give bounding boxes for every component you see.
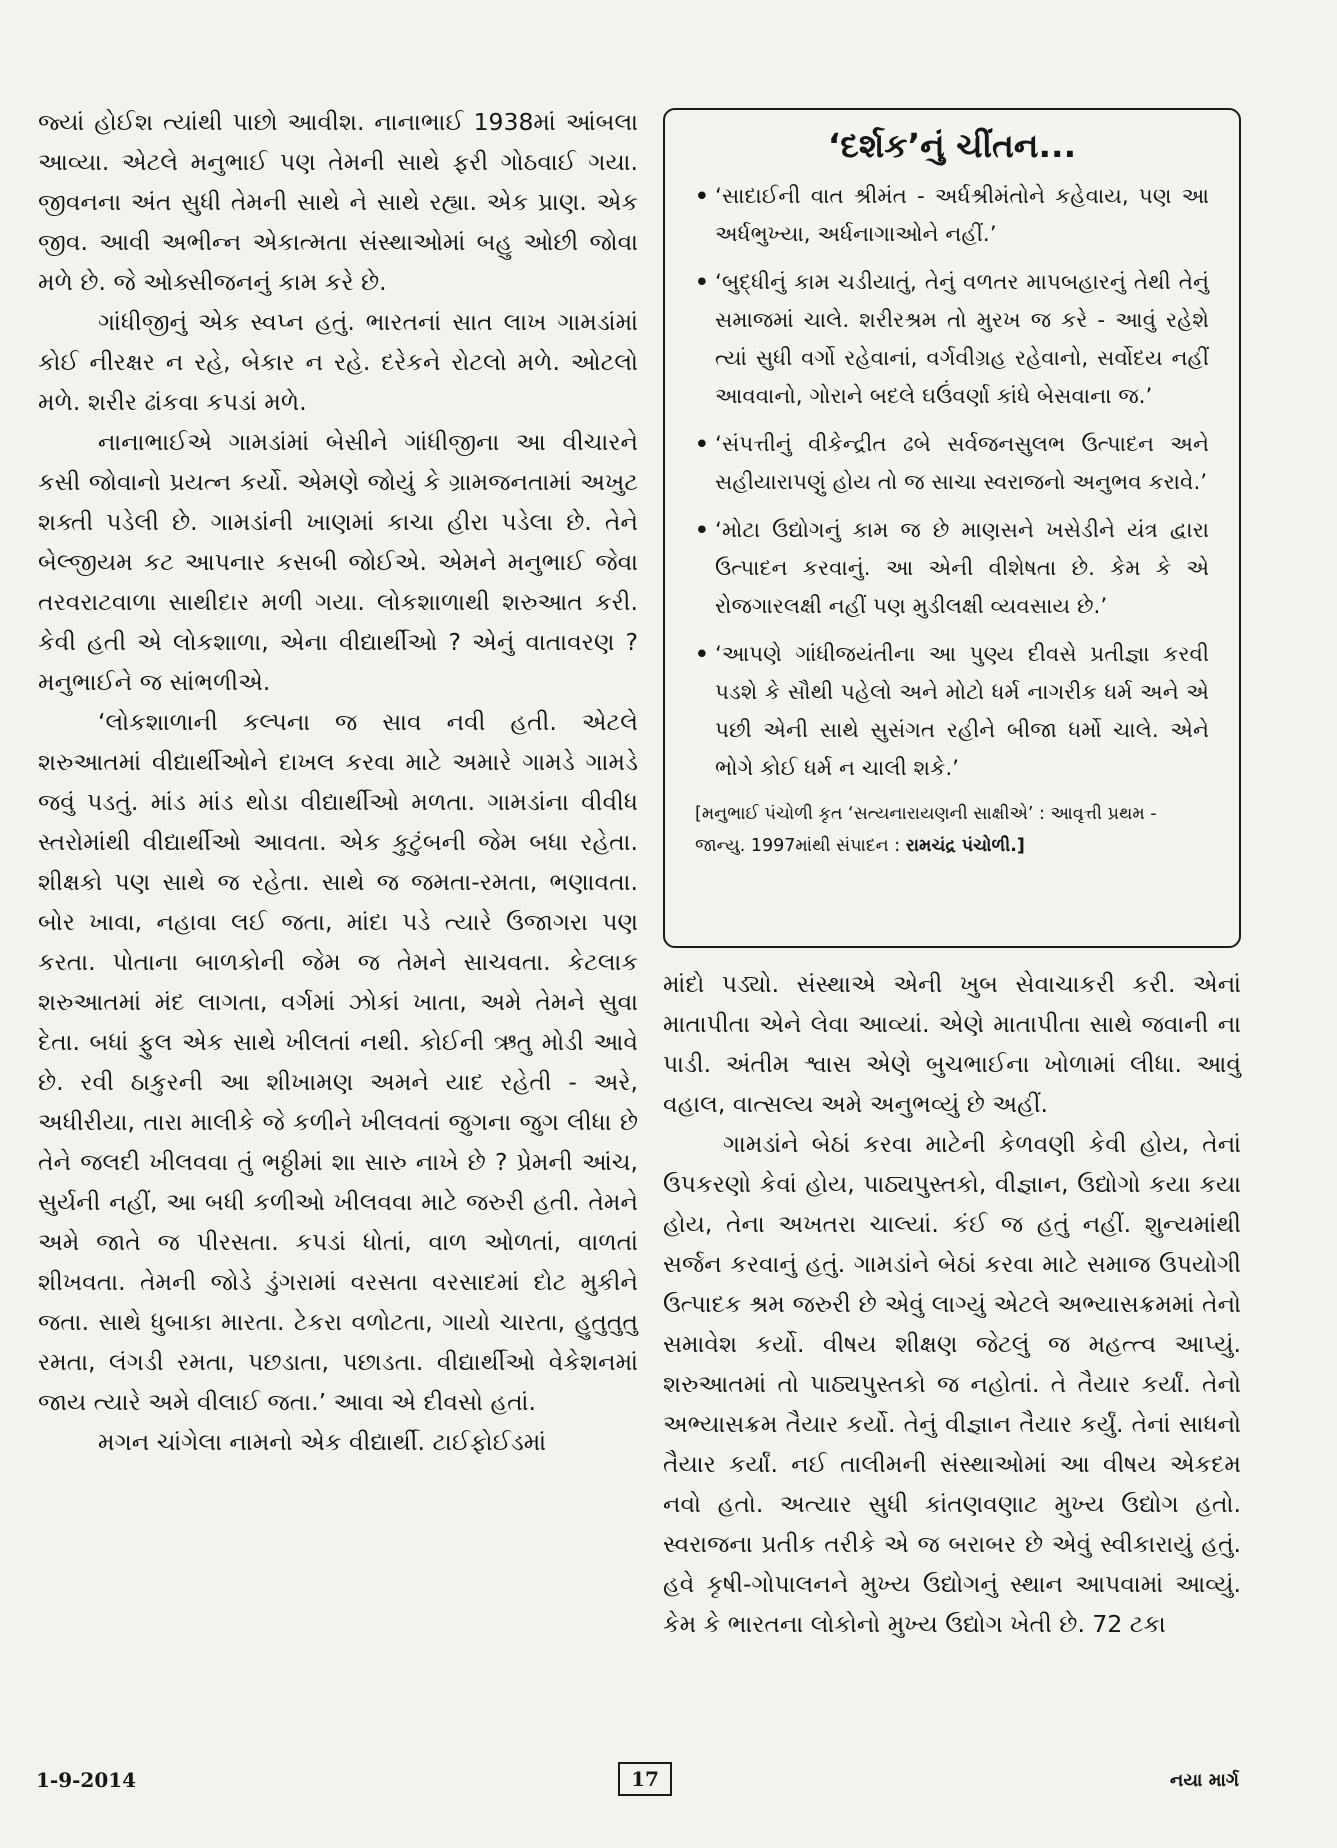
quote-item xyxy=(695,178,1209,254)
right-column xyxy=(663,964,1241,1644)
left-paragraph-3: નાનાભાઈએ ગામડાંમાં બેસીને ગાંધીજીના આ વીચારને કસી જોવાનો પ્રયત્ન કર્યો. એમણે જોયું કે ગ્રામજનતામાં અખુટ શક્તી પડેલી છે. ગામડાંની ખાણમાં કાચા હીરા પડેલા છે. તેને બેલ્જીયમ કટ આપનાર કસબી જોઈએ. એમને મનુભાઈ જેવા તરવરાટવાળા સાથીદાર મળી ગયા. લોકશાળાથી શરુઆત કરી. કેવી હતી એ લોકશાળા, એના વીદ્યાર્થીઓ ? એનું વાતાવરણ ? મનુભાઈને જ સાંભળીએ. xyxy=(38,428,638,696)
quote-item xyxy=(695,264,1209,416)
source-editor: રામચંદ્ર પંચોળી.] xyxy=(905,836,1025,856)
right-paragraph-1: માંદો પડ્યો. સંસ્થાએ એની ખુબ સેવાચાકરી કરી. એનાં માતાપીતા એને લેવા આવ્યાં. એણે માતાપીતા સાથે જવાની ના પાડી. અંતીમ શ્વાસ એણે બુચભાઈના ખોળામાં લીધા. આવું વહાલ, વાત્સલ્ય અમે અનુભવ્યું છે અહીં. xyxy=(663,970,1241,1118)
bullet-icon: • xyxy=(695,432,709,457)
left-paragraph-2: ગાંધીજીનું એક સ્વપ્ન હતું. ભારતનાં સાત લાખ ગામડાંમાં કોઈ નીરક્ષર ન રહે, બેકાર ન રહે. દરેકને રોટલો મળે. ઓટલો મળે. શરીર ઢાંકવા કપડાં મળે. xyxy=(38,308,638,416)
bullet-icon: • xyxy=(695,270,709,295)
quote-text: ‘બુદ્ધીનું કામ ચડીયાતું, તેનું વળતર માપબહારનું તેથી તેનું સમાજમાં ચાલે. શરીરશ્રમ તો મુરખ જ કરે - આવું રહેશે ત્યાં સુધી વર્ગો રહેવાનાં, વર્ગવીગ્રહ રહેવાનો, સર્વોદય નહીં આવવાનો, ગોરાને બદલે ઘઉંવર્ણા કાંધે બેસવાના જ.’ xyxy=(715,270,1209,409)
quote-text: ‘આપણે ગાંધીજયંતીના આ પુણ્ય દીવસે પ્રતીજ્ઞા કરવી પડશે કે સૌથી પહેલો અને મોટો ધર્મ નાગરીક ધર્મ અને એ પછી એની સાથે સુસંગત રહીને બીજા ધર્મો ચાલે. એને ભોગે કોઈ ધર્મ ન ચાલી શકે.’ xyxy=(715,642,1209,781)
quote-text: ‘સંપત્તીનું વીકેન્દ્રીત ઢબે સર્વજનસુલભ ઉત્પાદન અને સહીયારાપણું હોય તો જ સાચા સ્વરાજનો અનુભવ કરાવે.’ xyxy=(715,432,1209,495)
left-paragraph-5: મગન ચાંગેલા નામનો એક વીદ્યાર્થી. ટાઈફોઈડમાં xyxy=(98,1428,547,1456)
left-paragraph-4: ‘લોકશાળાની કલ્પના જ સાવ નવી હતી. એટલે શરુઆતમાં વીદ્યાર્થીઓને દાખલ કરવા માટે અમારે ગામડે ગામડે જવું પડતું. માંડ માંડ થોડા વીદ્યાર્થીઓ મળતા. ગામડાંના વીવીધ સ્તરોમાંથી વીદ્યાર્થીઓ આવતા. એક કુટુંબની જેમ બધા રહેતા. શીક્ષકો પણ સાથે જ રહેતા. સાથે જ જમતા-રમતા, ભણાવતા. બોર ખાવા, નહાવા લઈ જતા, માંદા પડે ત્યારે ઉજાગરા પણ કરતા. પોતાના બાળકોની જેમ જ તેમને સાચવતા. કેટલાક શરુઆતમાં મંદ લાગતા, વર્ગમાં ઝોકાં ખાતા, અમે તેમને સુવા દેતા. બધાં ફુલ એક સાથે ખીલતાં નથી. કોઈની ઋતુ મોડી આવે છે. રવી ઠાકુરની આ શીખામણ અમને યાદ રહેતી - અરે, અધીરીયા, તારા માલીકે જે કળીને ખીલવતાં જુગના જુગ લીધા છે તેને જલદી ખીલવવા તું ભઠ્ઠીમાં શા સારુ નાખે છે ? પ્રેમની આંચ, સુર્યની નહીં, આ બધી કળીઓ ખીલવવા માટે જરુરી હતી. તેમને અમે જાતે જ પીરસતા. કપડાં ધોતાં, વાળ ઓળતાં, વાળતાં શીખવતા. તેમની જોડે ડુંગરામાં વરસતા વરસાદમાં દોટ મુકીને જતા. સાથે ધુબાકા મારતા. ટેકરા વળોટતા, ગાયો ચારતા, હુતુતુતુ રમતા, લંગડી રમતા, પછડાતા, પછાડતા. વીદ્યાર્થીઓ વેકેશનમાં જાય ત્યારે અમે વીલાઈ જતા.’ આવા એ દીવસો હતાં. xyxy=(38,708,639,1416)
quote-item xyxy=(695,426,1209,502)
bullet-icon: • xyxy=(695,642,709,667)
issue-date: 1-9-2014 xyxy=(36,1768,137,1792)
page-number: 17 xyxy=(618,1762,672,1796)
quote-list xyxy=(695,178,1209,788)
quote-item xyxy=(695,636,1209,788)
source-text: [મનુભાઈ પંચોળી કૃત ‘સત્યનારાયણની સાક્ષીએ’ : આવૃત્તી પ્રથમ - જાન્યુ. 1997માંથી સંપાદન : xyxy=(695,804,1157,856)
quote-source xyxy=(695,798,1209,862)
left-paragraph-1: જ્યાં હોઈશ ત્યાંથી પાછો આવીશ. નાનાભાઈ 1938માં આંબલા આવ્યા. એટલે મનુભાઈ પણ તેમની સાથે ફરી ગોઠવાઈ ગયા. જીવનના અંત સુધી તેમની સાથે ને સાથે રહ્યા. એક પ્રાણ. એક જીવ. આવી અભીન્ન એકાત્મતા સંસ્થાઓમાં બહુ ઓછી જોવા મળે છે. જે ઓક્સીજનનું કામ કરે છે. xyxy=(38,108,638,296)
page-footer xyxy=(0,1760,1337,1810)
magazine-name: નયા માર્ગ xyxy=(1169,1770,1239,1791)
left-column xyxy=(38,102,638,1462)
quote-box xyxy=(663,108,1241,948)
quote-box-title: ‘દર્શક’નું ચીંતન... xyxy=(827,126,1077,165)
bullet-icon: • xyxy=(695,518,709,543)
right-paragraph-2: ગામડાંને બેઠાં કરવા માટેની કેળવણી કેવી હોય, તેનાં ઉપકરણો કેવાં હોય, પાઠ્યપુસ્તકો, વીજ્ઞાન, ઉદ્યોગો કયા કયા હોય, તેના અખતરા ચાલ્યાં. કંઈ જ હતું નહીં. શુન્યમાંથી સર્જન કરવાનું હતું. ગામડાંને બેઠાં કરવા માટે સમાજ ઉપયોગી ઉત્પાદક શ્રમ જરુરી છે એવું લાગ્યું એટલે અભ્યાસક્રમમાં તેનો સમાવેશ કર્યો. વીષય શીક્ષણ જેટલું જ મહત્ત્વ આપ્યું. શરુઆતમાં તો પાઠ્યપુસ્તકો જ નહોતાં. તે તૈયાર કર્યાં. તેનો અભ્યાસક્રમ તૈયાર કર્યો. તેનું વીજ્ઞાન તૈયાર કર્યું. તેનાં સાધનો તૈયાર કર્યાં. નઈ તાલીમની સંસ્થાઓમાં આ વીષય એકદમ નવો હતો. અત્યાર સુધી કાંતણવણાટ મુખ્ય ઉદ્યોગ હતો. સ્વરાજના પ્રતીક તરીકે એ જ બરાબર છે એવું સ્વીકારાયું હતું. હવે કૃષી-ગોપાલનને મુખ્ય ઉદ્યોગનું સ્થાન આપવામાં આવ્યું. કેમ કે ભારતના લોકોનો મુખ્ય ઉદ્યોગ ખેતી છે. 72 ટકા xyxy=(663,1130,1241,1638)
bullet-icon: • xyxy=(695,184,709,209)
quote-item xyxy=(695,512,1209,626)
quote-text: ‘મોટા ઉદ્યોગનું કામ જ છે માણસને ખસેડીને યંત્ર દ્વારા ઉત્પાદન કરવાનું. આ એની વીશેષતા છે. કેમ કે એ રોજગારલક્ષી નહીં પણ મુડીલક્ષી વ્યવસાય છે.’ xyxy=(715,518,1209,619)
quote-text: ‘સાદાઈની વાત શ્રીમંત - અર્ધશ્રીમંતોને કહેવાય, પણ આ અર્ધભુખ્યા, અર્ધનાગાઓને નહીં.’ xyxy=(715,184,1209,247)
